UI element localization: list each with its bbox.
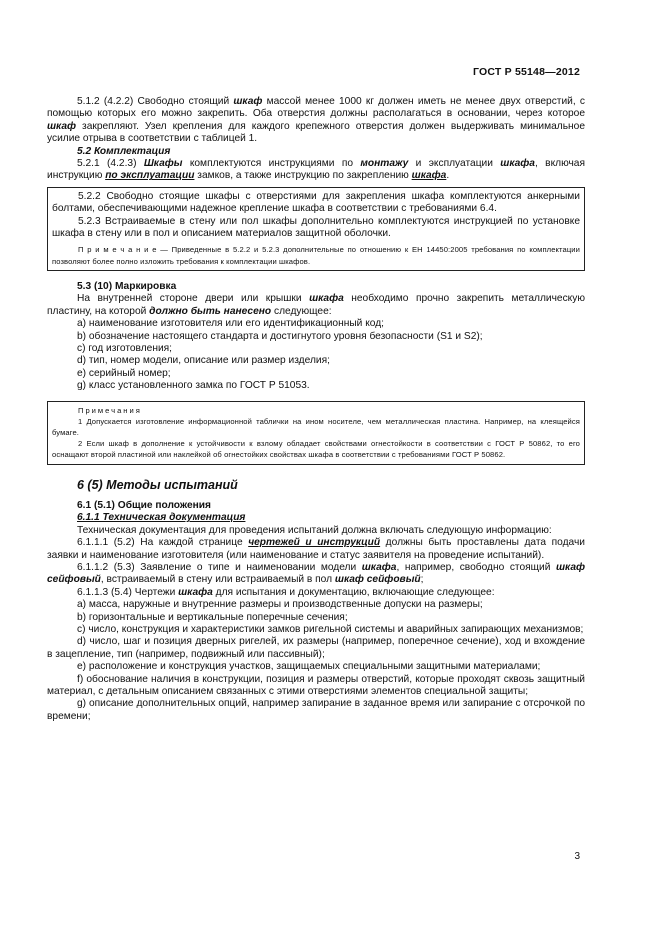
section-6-1-heading: 6.1 (5.1) Общие положения	[77, 499, 212, 511]
section-5-2-heading: 5.2 Комплектация	[77, 145, 171, 157]
clause-5-3: На внутренней стороне двери или крышки шкафа необходимо прочно закрепить металлическую пластину, на которой должно быть нанесено следующее:	[47, 293, 585, 317]
section-5-3-heading: 5.3 (10) Маркировка	[77, 280, 177, 292]
list-item: a) наименование изготовителя или его идентификационный код;	[77, 318, 384, 330]
clause-6-1-1-text: Техническая документация для проведения испытаний должна включать следующую информацию:	[77, 524, 552, 536]
page-number: 3	[574, 851, 580, 862]
clause-5-2-3: 5.2.3 Встраиваемые в стену или пол шкафы дополнительно комплектуются инструкцией по установке шкафа в стену или в пол и описанием материалов защитной оболочки.	[52, 215, 580, 240]
list-item: d) число, шаг и позиция дверных ригелей, их размеры (например, поперечное сечение), ход и вхождение в зацепление, тип (например, подвижный или пассивный);	[47, 636, 585, 660]
clause-5-2-2: 5.2.2 Свободно стоящие шкафы с отверстиями для закрепления шкафа комплектуются анкерными болтами, обеспечивающими надежное крепление шкафа в соответствии с требованиями 6.4.	[52, 190, 580, 215]
list-item: c) число, конструкция и характеристики замков ригельной системы и аварийных запирающих механизмов;	[77, 624, 584, 636]
clause-6-1-1-1: 6.1.1.1 (5.2) На каждой странице чертежей и инструкций должны быть проставлены дата подачи заявки и наименование изготовителя (или наименование и статус заявителя на проведение испытаний).	[47, 537, 585, 561]
note-2: 2 Если шкаф в дополнение к устойчивости к взлому обладает свойствами огнестойкости в соответствии с ГОСТ Р 50862, то его оснащают второй пластиной или наклейкой об огнестойких свойствах шкафа в соответствии с требованиями ГОСТ Р 50862.	[52, 439, 580, 460]
list-item: b) обозначение настоящего стандарта и достигнутого уровня безопасности (S1 и S2);	[77, 330, 483, 342]
clause-6-1-1-2: 6.1.1.2 (5.3) Заявление о типе и наименовании модели шкафа, например, свободно стоящий шкаф сейфовый, встраиваемый в стену или встраиваемый в пол шкаф сейфовый;	[47, 561, 585, 586]
section-6-1-1-heading: 6.1.1 Техническая документация	[77, 512, 246, 524]
list-item: g) описание дополнительных опций, например запирание в заданное время или запирание с отсрочкой по времени;	[47, 698, 585, 722]
list-item: e) серийный номер;	[77, 367, 171, 379]
section-6-heading: 6 (5) Методы испытаний	[77, 477, 238, 492]
clause-5-2-1: 5.2.1 (4.2.3) Шкафы комплектуются инструкциями по монтажу и эксплуатации шкафа, включая инструкцию по эксплуатации замков, а также инструкцию по закреплению шкафа.	[47, 158, 585, 182]
note-1: 1 Допускается изготовление информационной таблички на ином носителе, чем металлическая пластина. Например, на клеящейся бумаге.	[52, 416, 580, 437]
page-content	[47, 96, 585, 723]
list-item: e) расположение и конструкция участков, защищаемых специальными защитными материалами;	[77, 661, 541, 673]
list-item: f) обоснование наличия в конструкции, позиция и размеры отверстий, которые проходят сквозь защитный материал, с детальным описанием связанных с этими отверстиями элементов специальной защиты;	[47, 673, 585, 698]
list-item: b) горизонтальные и вертикальные поперечные сечения;	[77, 611, 348, 623]
list-item: d) тип, номер модели, описание или размер изделия;	[77, 355, 330, 367]
list-item: a) масса, наружные и внутренние размеры и производственные допуски на размеры;	[77, 599, 483, 611]
notes-heading: Примечания	[78, 405, 142, 415]
clause-6-1-1-3: 6.1.1.3 (5.4) Чертежи шкафа для испытания и документацию, включающие следующее:	[77, 586, 495, 598]
boxed-notes-5-3	[47, 401, 585, 465]
list-item: c) год изготовления;	[77, 342, 172, 354]
document-header: ГОСТ Р 55148—2012	[472, 66, 580, 78]
list-item: g) класс установленного замка по ГОСТ Р 51053.	[77, 380, 310, 392]
boxed-clauses-5-2-2-5-2-3	[47, 187, 585, 271]
clause-5-1-2: 5.1.2 (4.2.2) Свободно стоящий шкаф массой менее 1000 кг должен иметь не менее двух отверстий, с помощью которых его можно закрепить. Оба отверстия должны располагаться в основании, через которое шкаф закрепляют. Узел крепления для каждого крепежного отверстия должен выдерживать минимальное усилие отрыва в соответствии с таблицей 1.	[47, 96, 585, 145]
box-note: П р и м е ч а н и е — Приведенные в 5.2.2 и 5.2.3 дополнительные по отношению к ЕН 14450:2005 требования по комплектации позволяют более полно изложить требования к комплектации шкафов.	[52, 245, 580, 266]
